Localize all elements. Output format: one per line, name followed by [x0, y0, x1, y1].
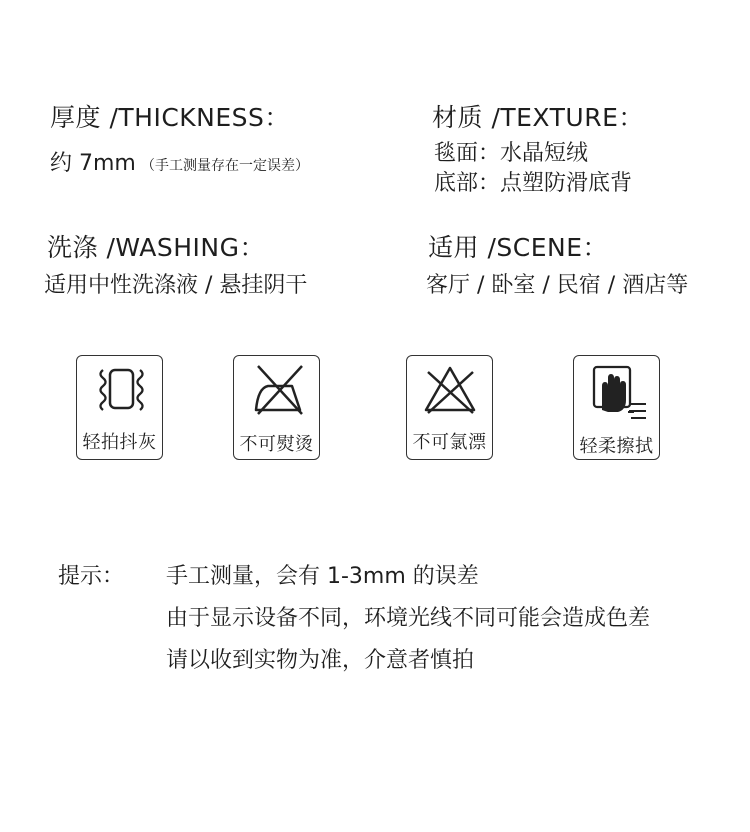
care-label-gentle-wipe: 轻柔擦拭	[579, 436, 654, 457]
care-card-no-bleach	[406, 355, 493, 460]
scene-title: 适用 /SCENE：	[428, 233, 608, 262]
thickness-value-row	[50, 146, 309, 177]
tips-label: 提示：	[58, 564, 125, 589]
care-card-gentle-wipe	[573, 355, 660, 460]
care-label-no-bleach: 不可氯漂	[412, 432, 487, 453]
scene-value: 客厅 / 卧室 / 民宿 / 酒店等	[426, 273, 689, 298]
thickness-note: （手工测量存在一定误差）	[140, 158, 309, 174]
washing-value: 适用中性洗涤液 / 悬挂阴干	[44, 273, 308, 298]
texture-surface: 毯面：水晶短绒	[434, 141, 589, 166]
texture-title: 材质 /TEXTURE：	[432, 103, 644, 132]
care-card-no-iron	[233, 355, 320, 460]
care-label-shake: 轻拍抖灰	[82, 432, 157, 453]
care-label-no-iron: 不可熨烫	[239, 434, 314, 455]
tip-line-2: 由于显示设备不同，环境光线不同可能会造成色差	[166, 606, 651, 631]
texture-backing: 底部：点塑防滑底背	[434, 171, 633, 196]
thickness-value: 约 7mm	[50, 151, 136, 176]
thickness-title: 厚度 /THICKNESS：	[50, 103, 290, 132]
care-card-shake	[76, 355, 163, 460]
tip-line-3: 请以收到实物为准，介意者慎拍	[166, 648, 475, 673]
washing-title: 洗涤 /WASHING：	[47, 233, 265, 262]
tip-line-1: 手工测量，会有 1-3mm 的误差	[166, 564, 479, 589]
